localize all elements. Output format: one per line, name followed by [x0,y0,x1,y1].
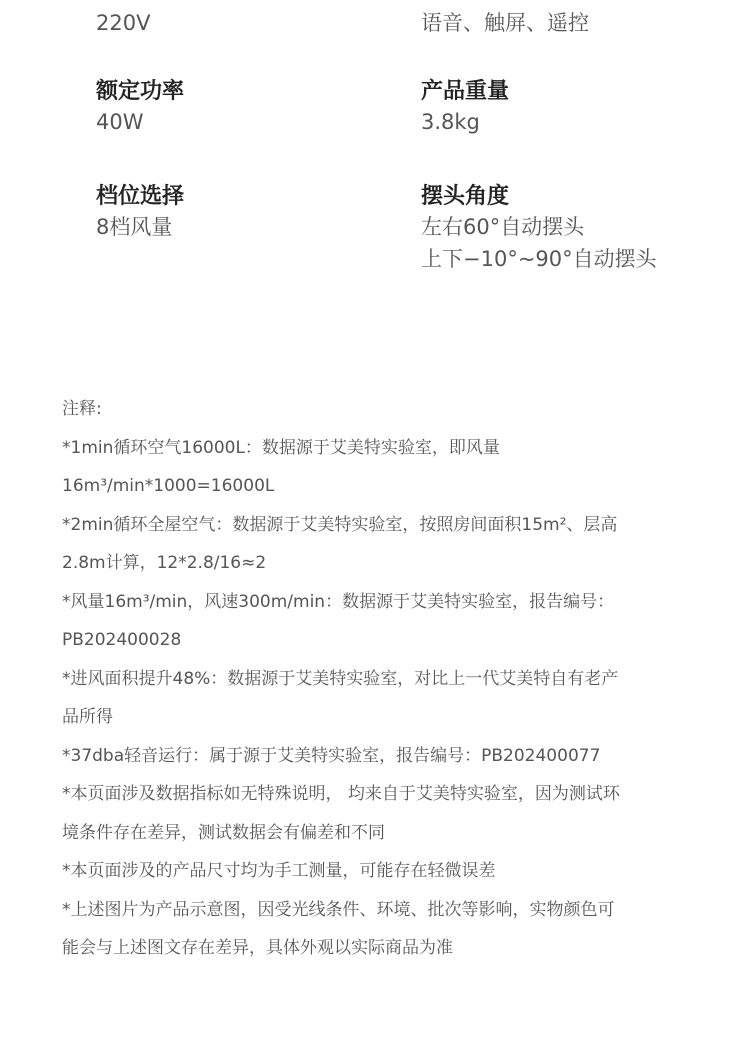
note-line: *上述图片为产品示意图，因受光线条件、环境、批次等影响，实物颜色可 [62,899,615,920]
spec-oscillation-label: 摆头角度 [421,184,510,209]
note-line: *2min循环全屋空气：数据源于艾美特实验室，按照房间面积15m²、层高 [62,514,618,535]
spec-weight-value: 3.8kg [421,110,480,134]
note-line: *进风面积提升48%：数据源于艾美特实验室，对比上一代艾美特自有老产 [62,668,619,689]
spec-weight [421,77,509,137]
spec-gear [96,182,184,242]
spec-power-value: 40W [96,110,144,134]
spec-oscillation [421,182,657,274]
spec-control-value: 语音、触屏、遥控 [421,11,589,35]
note-line: *本页面涉及数据指标如无特殊说明， 均来自于艾美特实验室，因为测试环 [62,784,620,804]
spec-oscillation-value-horizontal: 左右60°自动摆头 [421,215,585,239]
note-line: 境条件存在差异，测试数据会有偏差和不同 [62,822,385,843]
spec-weight-label: 产品重量 [421,79,510,104]
spec-voltage [96,8,150,38]
note-line: *风量16m³/min，风速300m/min：数据源于艾美特实验室，报告编号： [62,591,615,612]
spec-oscillation-value-vertical: 上下−10°~90°自动摆头 [421,247,657,271]
spec-power-label: 额定功率 [96,79,185,104]
spec-gear-value: 8档风量 [96,215,173,239]
note-line: 能会与上述图文存在差异，具体外观以实际商品为准 [62,938,453,958]
note-line: *本页面涉及的产品尺寸均为手工测量，可能存在轻微误差 [62,861,496,881]
spec-power [96,77,184,137]
note-line: PB202400028 [62,630,182,650]
spec-gear-label: 档位选择 [96,184,185,209]
notes-title: 注释: [62,399,102,419]
note-line: 16m³/min*1000=16000L [62,476,275,496]
note-line: 2.8m计算，12*2.8/16≈2 [62,553,267,573]
notes-section [62,390,702,968]
note-line: *1min循环空气16000L：数据源于艾美特实验室，即风量 [62,437,500,458]
spec-control [421,8,589,38]
spec-voltage-value: 220V [96,11,151,35]
note-line: *37dba轻音运行：属于源于艾美特实验室，报告编号：PB202400077 [62,745,601,766]
note-line: 品所得 [62,707,113,727]
